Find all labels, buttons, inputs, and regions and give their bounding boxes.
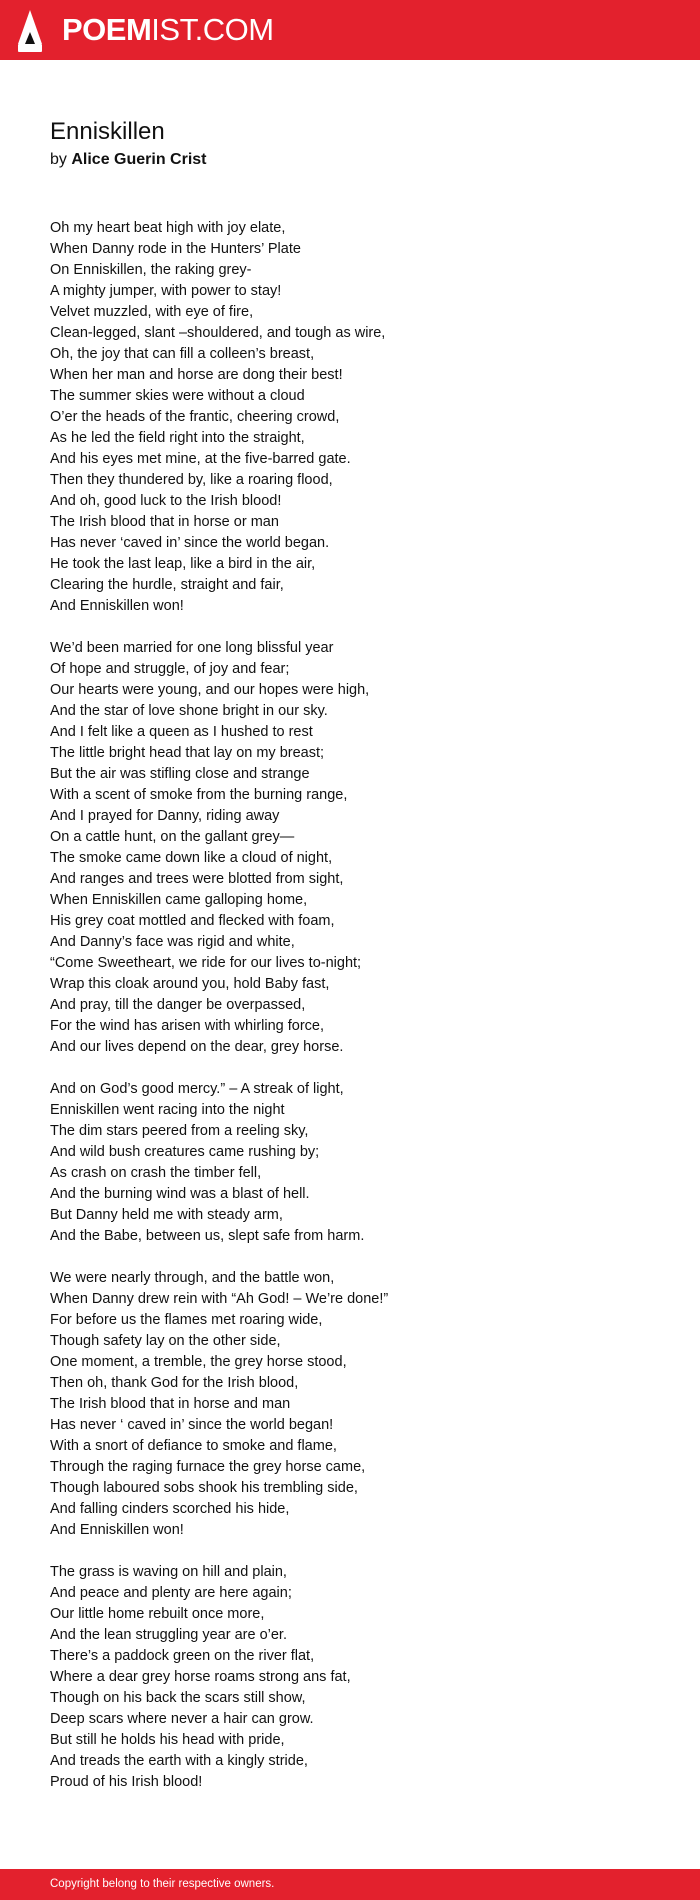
poem-line: There’s a paddock green on the river flat, [50,1648,315,1664]
poem-line: Wrap this cloak around you, hold Baby fast, [50,976,330,992]
poem-line: And I felt like a queen as I hushed to rest [50,724,313,740]
poem-body [50,218,650,1814]
poem-line: Though laboured sobs shook his trembling side, [50,1480,358,1496]
poem-line: Velvet muzzled, with eye of fire, [50,304,254,320]
poem-line: We’d been married for one long blissful year [50,640,334,656]
poem-line: The grass is waving on hill and plain, [50,1564,287,1580]
poem-line: But the air was stifling close and strange [50,766,310,782]
poem-line: And peace and plenty are here again; [50,1585,292,1601]
poem-line: With a snort of defiance to smoke and flame, [50,1438,337,1454]
poem-heading [50,117,650,171]
pencil-tip-icon[interactable] [18,10,42,52]
poem-line: The little bright head that lay on my breast; [50,745,325,761]
poem-line: Enniskillen went racing into the night [50,1102,285,1118]
poem-line: Through the raging furnace the grey horse came, [50,1459,366,1475]
poem-line: “Come Sweetheart, we ride for our lives to-night; [50,955,362,971]
poem-stanza [50,1079,650,1247]
poem-byline [50,149,650,171]
poem-line: And our lives depend on the dear, grey horse. [50,1039,344,1055]
poem-line: When Danny drew rein with “Ah God! – We’re done!” [50,1291,389,1307]
poem-author: Alice Guerin Crist [71,151,207,168]
poem-line: Clean-legged, slant –shouldered, and tough as wire, [50,325,386,341]
poem-line: The summer skies were without a cloud [50,388,305,404]
poem-line: Our hearts were young, and our hopes were high, [50,682,370,698]
site-header [0,0,700,60]
poem-line: And I prayed for Danny, riding away [50,808,280,824]
poem-line: O’er the heads of the frantic, cheering crowd, [50,409,340,425]
poem-line: Proud of his Irish blood! [50,1774,203,1790]
poem-line: On Enniskillen, the raking grey- [50,262,252,278]
poem-line: For before us the flames met roaring wide, [50,1312,323,1328]
poem-line: And Enniskillen won! [50,1522,184,1538]
poem-line: With a scent of smoke from the burning range, [50,787,348,803]
poem-line: And the star of love shone bright in our sky. [50,703,328,719]
poem-line: As crash on crash the timber fell, [50,1165,262,1181]
poem-line: The dim stars peered from a reeling sky, [50,1123,309,1139]
poem-stanza [50,1562,650,1793]
poem-line: A mighty jumper, with power to stay! [50,283,282,299]
poem-stanza [50,218,650,617]
poem-line: The smoke came down like a cloud of night, [50,850,333,866]
poem-stanza [50,1268,650,1541]
poem-line: One moment, a tremble, the grey horse stood, [50,1354,347,1370]
poem-line: And the lean struggling year are o’er. [50,1627,287,1643]
poem-line: On a cattle hunt, on the gallant grey— [50,829,295,845]
poem-line: And wild bush creatures came rushing by; [50,1144,320,1160]
site-footer [0,1869,700,1900]
poem-line: Of hope and struggle, of joy and fear; [50,661,290,677]
poem-line: Oh, the joy that can fill a colleen’s breast, [50,346,315,362]
poem-line: Oh my heart beat high with joy elate, [50,220,286,236]
poem-line: And falling cinders scorched his hide, [50,1501,290,1517]
poem-line: The Irish blood that in horse and man [50,1396,291,1412]
poem-line: Clearing the hurdle, straight and fair, [50,577,284,593]
logo-light-text: IST.COM [151,12,274,47]
poem-line: But Danny held me with steady arm, [50,1207,283,1223]
poem-line: And Enniskillen won! [50,598,184,614]
poem-line: And pray, till the danger be overpassed, [50,997,306,1013]
poem-line: And the burning wind was a blast of hell. [50,1186,310,1202]
poem-line: And the Babe, between us, slept safe from harm. [50,1228,365,1244]
poem-line: The Irish blood that in horse or man [50,514,279,530]
poem-line: He took the last leap, like a bird in the air, [50,556,316,572]
logo-bold-text: POEM [62,12,152,47]
poem-line: Though safety lay on the other side, [50,1333,281,1349]
poem-line: But still he holds his head with pride, [50,1732,285,1748]
site-logo[interactable] [62,11,274,49]
poem-line: And Danny’s face was rigid and white, [50,934,295,950]
poem-line: And oh, good luck to the Irish blood! [50,493,282,509]
poem-line: We were nearly through, and the battle won, [50,1270,335,1286]
poem-line: For the wind has arisen with whirling force, [50,1018,325,1034]
poem-line: As he led the field right into the straight, [50,430,305,446]
poem-line: When Enniskillen came galloping home, [50,892,308,908]
poem-line: And on God’s good mercy.” – A streak of light, [50,1081,344,1097]
poem-line: Deep scars where never a hair can grow. [50,1711,314,1727]
poem-line: And his eyes met mine, at the five-barred gate. [50,451,351,467]
poem-line: When her man and horse are dong their best! [50,367,343,383]
poem-title: Enniskillen [50,118,165,145]
poem-line: Then oh, thank God for the Irish blood, [50,1375,299,1391]
poem-line: Where a dear grey horse roams strong ans fat, [50,1669,351,1685]
poem-line: His grey coat mottled and flecked with foam, [50,913,335,929]
poem-line: When Danny rode in the Hunters’ Plate [50,241,301,257]
poem-line: Then they thundered by, like a roaring flood, [50,472,333,488]
poem-line: Has never ‘ caved in’ since the world began! [50,1417,334,1433]
poem-line: And ranges and trees were blotted from sight, [50,871,344,887]
poem-line: Though on his back the scars still show, [50,1690,306,1706]
byline-prefix: by [50,151,67,168]
poem-line: Our little home rebuilt once more, [50,1606,265,1622]
copyright-text: Copyright belong to their respective owners. [50,1878,275,1890]
poem-stanza [50,638,650,1058]
poem-line: Has never ‘caved in’ since the world began. [50,535,330,551]
poem-line: And treads the earth with a kingly stride, [50,1753,308,1769]
